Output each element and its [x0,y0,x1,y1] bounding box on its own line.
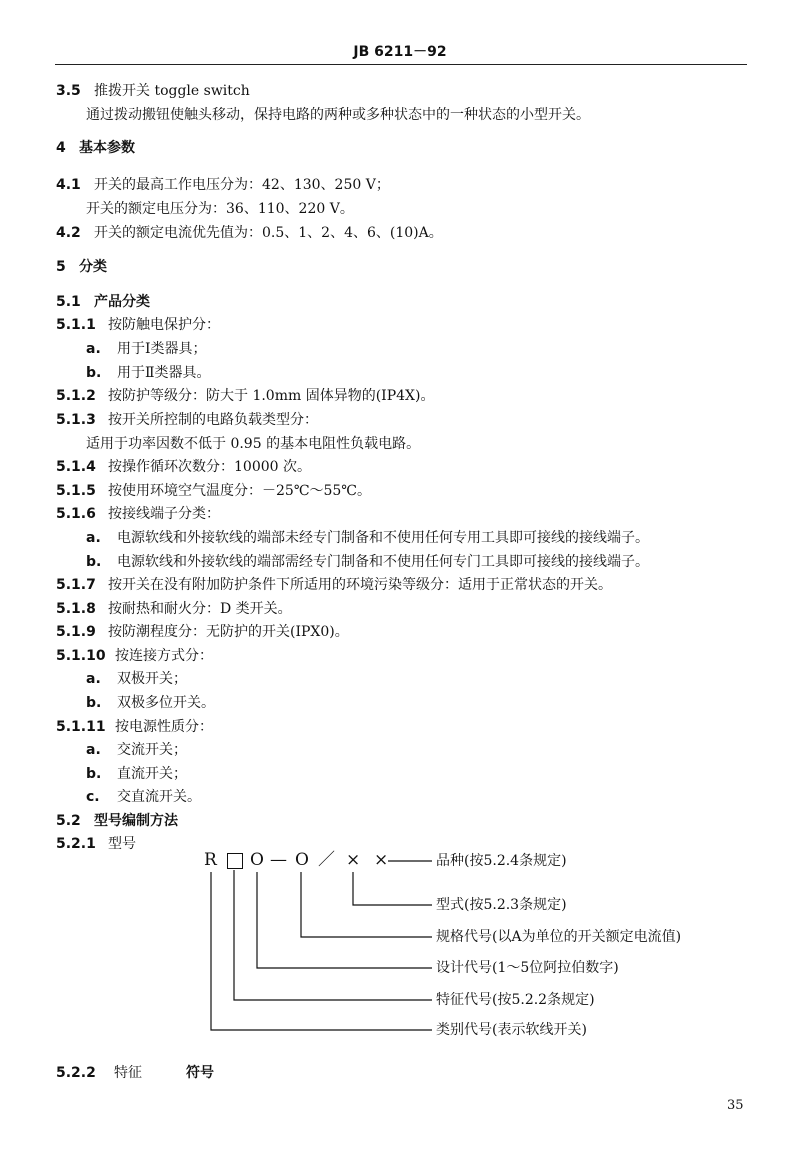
clause-number: 5.1.3 [56,412,96,428]
clause-text: 按开关所控制的电路负载类型分： [108,412,318,428]
clause-text: 按电源性质分： [115,719,213,735]
label-design: 设计代号(1～5位阿拉伯数字) [436,960,619,976]
clause-number: 5.1 [56,294,81,310]
code-style-x: × [346,850,361,870]
clause-number: a. [86,671,101,687]
clause-number: 5.1.6 [56,506,96,522]
clause-text: 适用于功率因数不低于 0.95 的基本电阻性负载电路。 [86,436,421,452]
clause-text: 直流开关； [117,766,187,782]
clause-text: 通过拨动搬钮使触头移动，保持电路的两种或多种状态中的一种状态的小型开关。 [86,107,590,123]
section-number: 5.2.2 [56,1065,96,1081]
clause-number: 5.1.11 [56,719,106,735]
clause-number: 4 [56,140,66,156]
label-feature: 特征代号(按5.2.2条规定) [436,992,595,1008]
clause-text: 电源软线和外接软线的端部需经专门制备和不使用任何专门工具即可接线的接线端子。 [117,554,649,570]
clause-text: 交直流开关。 [117,789,201,805]
clause-text: 型号 [108,836,136,852]
clause-number: 5 [56,259,66,275]
clause-number: 5.1.10 [56,648,106,664]
clause-text: 按接线端子分类： [108,506,220,522]
column-feature: 特征 [114,1065,142,1081]
clause-text: 按开关在没有附加防护条件下所适用的环境污染等级分：适用于正常状态的开关。 [108,577,612,593]
code-letter-r: R [204,850,217,870]
clause-number: 5.2.1 [56,836,96,852]
code-variety-x: × [374,850,389,870]
clause-number: a. [86,341,101,357]
page-header: JB 6211－92 [353,44,447,60]
clause-number: 5.1.1 [56,317,96,333]
clause-number: 5.1.5 [56,483,96,499]
clause-number: b. [86,766,102,782]
clause-number: 5.2 [56,813,81,829]
clause-text: 开关的额定电流优先值为：0.5、1、2、4、6、(10)A。 [94,225,443,241]
clause-text: 按防护等级分：防大于 1.0mm 固体异物的(IP4X)。 [108,388,435,404]
code-dash: — [270,850,287,870]
clause-number: 5.1.4 [56,459,96,475]
clause-number: b. [86,554,102,570]
clause-text: 基本参数 [79,140,135,156]
clause-text: 用于Ⅰ类器具； [117,341,207,357]
clause-number: a. [86,742,101,758]
code-slash: ／ [318,850,335,870]
clause-number: b. [86,695,102,711]
clause-text: 按防潮程度分：无防护的开关(IPX0)。 [108,624,349,640]
clause-text: 开关的最高工作电压分为：42、130、250 V； [94,177,390,193]
clause-text: 按耐热和耐火分：D 类开关。 [108,601,292,617]
clause-text: 双极多位开关。 [117,695,215,711]
clause-text: 用于Ⅱ类器具。 [117,365,211,381]
label-variety: 品种(按5.2.4条规定) [436,853,567,869]
label-style: 型式(按5.2.3条规定) [436,897,567,913]
code-design-o: O [250,850,264,870]
code-spec-o: O [295,850,309,870]
clause-number: b. [86,365,102,381]
page-number: 35 [727,1098,744,1113]
clause-number: c. [86,789,100,805]
clause-text: 按连接方式分： [115,648,213,664]
column-symbol: 符号 [186,1065,214,1081]
clause-number: 4.2 [56,225,81,241]
clause-number: 3.5 [56,83,81,99]
clause-number: 5.1.9 [56,624,96,640]
clause-text: 按使用环境空气温度分：－25℃～55℃。 [108,483,371,499]
clause-text: 开关的额定电压分为：36、110、220 V。 [86,201,354,217]
clause-number: 5.1.7 [56,577,96,593]
clause-text: 按防触电保护分： [108,317,220,333]
clause-number: 5.1.2 [56,388,96,404]
clause-text: 分类 [79,259,107,275]
clause-text: 双极开关； [117,671,187,687]
clause-text: 型号编制方法 [94,813,178,829]
label-spec: 规格代号(以A为单位的开关额定电流值) [436,929,682,945]
label-category: 类别代号(表示软线开关) [436,1022,587,1038]
clause-text: 产品分类 [94,294,150,310]
section-5-2-2 [0,1062,800,1084]
clause-text: 按操作循环次数分：10000 次。 [108,459,311,475]
clause-text: 电源软线和外接软线的端部未经专门制备和不使用任何专用工具即可接线的接线端子。 [117,530,649,546]
clause-number: 5.1.8 [56,601,96,617]
clause-text: 推拨开关 toggle switch [94,83,250,99]
clause-number: a. [86,530,101,546]
clause-text: 交流开关； [117,742,187,758]
clause-number: 4.1 [56,177,81,193]
